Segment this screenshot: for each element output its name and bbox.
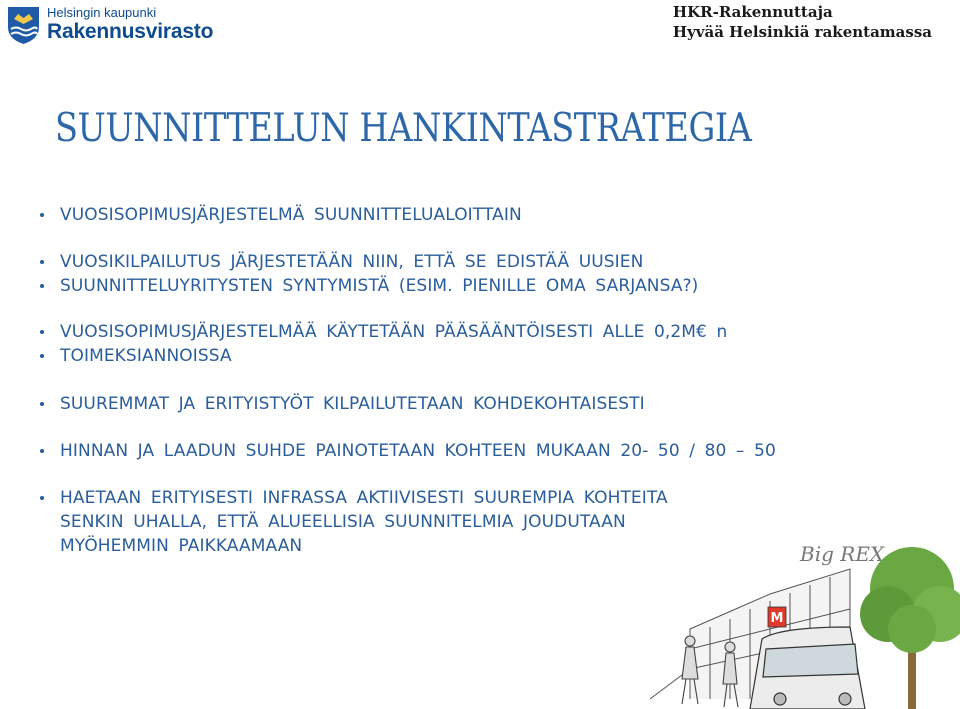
hkr-title: HKR-Rakennuttaja xyxy=(672,3,833,21)
tram-sketch xyxy=(750,627,865,709)
hkr-logo-text xyxy=(673,3,932,41)
bullet-item: VUOSIKILPAILUTUS JÄRJESTETÄÄN NIIN, ETTÄ SE EDISTÄÄ UUSIEN xyxy=(40,252,643,272)
rex-sign-text: Big REX xyxy=(800,542,885,566)
tree-sketch xyxy=(860,547,960,709)
bullet-continuation: SENKIN UHALLA, ETTÄ ALUEELLISIA SUUNNITELMIA JOUDUTAAN xyxy=(60,512,626,532)
bullet-item: SUUREMMAT JA ERITYISTYÖT KILPAILUTETAAN KOHDEKOHTAISESTI xyxy=(40,394,645,414)
bullet-continuation: MYÖHEMMIN PAIKKAAMAAN xyxy=(60,536,303,556)
city-illustration xyxy=(650,509,960,709)
slide-title: SUUNNITTELUN HANKINTASTRATEGIA xyxy=(55,106,752,151)
metro-sign-letter: M xyxy=(770,611,784,626)
bullet-item: HINNAN JA LAADUN SUHDE PAINOTETAAN KOHTEEN MUKAAN 20- 50 / 80 – 50 xyxy=(40,441,776,461)
metro-sign xyxy=(768,607,786,627)
org-big-name: Rakennusvirasto xyxy=(47,20,214,43)
org-small-name: Helsingin kaupunki xyxy=(47,5,157,20)
bullet-item: SUUNNITTELUYRITYSTEN SYNTYMISTÄ (ESIM. PIENILLE OMA SARJANSA?) xyxy=(40,276,698,296)
bullet-item: TOIMEKSIANNOISSA xyxy=(40,346,232,366)
helsinki-crest-icon xyxy=(6,5,41,45)
hkr-slogan: Hyvää Helsinkiä rakentamassa xyxy=(672,23,932,41)
helsinki-logo xyxy=(6,5,213,45)
bullet-item: VUOSISOPIMUSJÄRJESTELMÄÄ KÄYTETÄÄN PÄÄSÄÄNTÖISESTI ALLE 0,2M€ n xyxy=(40,322,727,342)
bullet-item: HAETAAN ERITYISESTI INFRASSA AKTIIVISESTI SUUREMPIA KOHTEITA xyxy=(40,488,668,508)
bullet-item: VUOSISOPIMUSJÄRJESTELMÄ SUUNNITTELUALOITTAIN xyxy=(40,205,522,225)
